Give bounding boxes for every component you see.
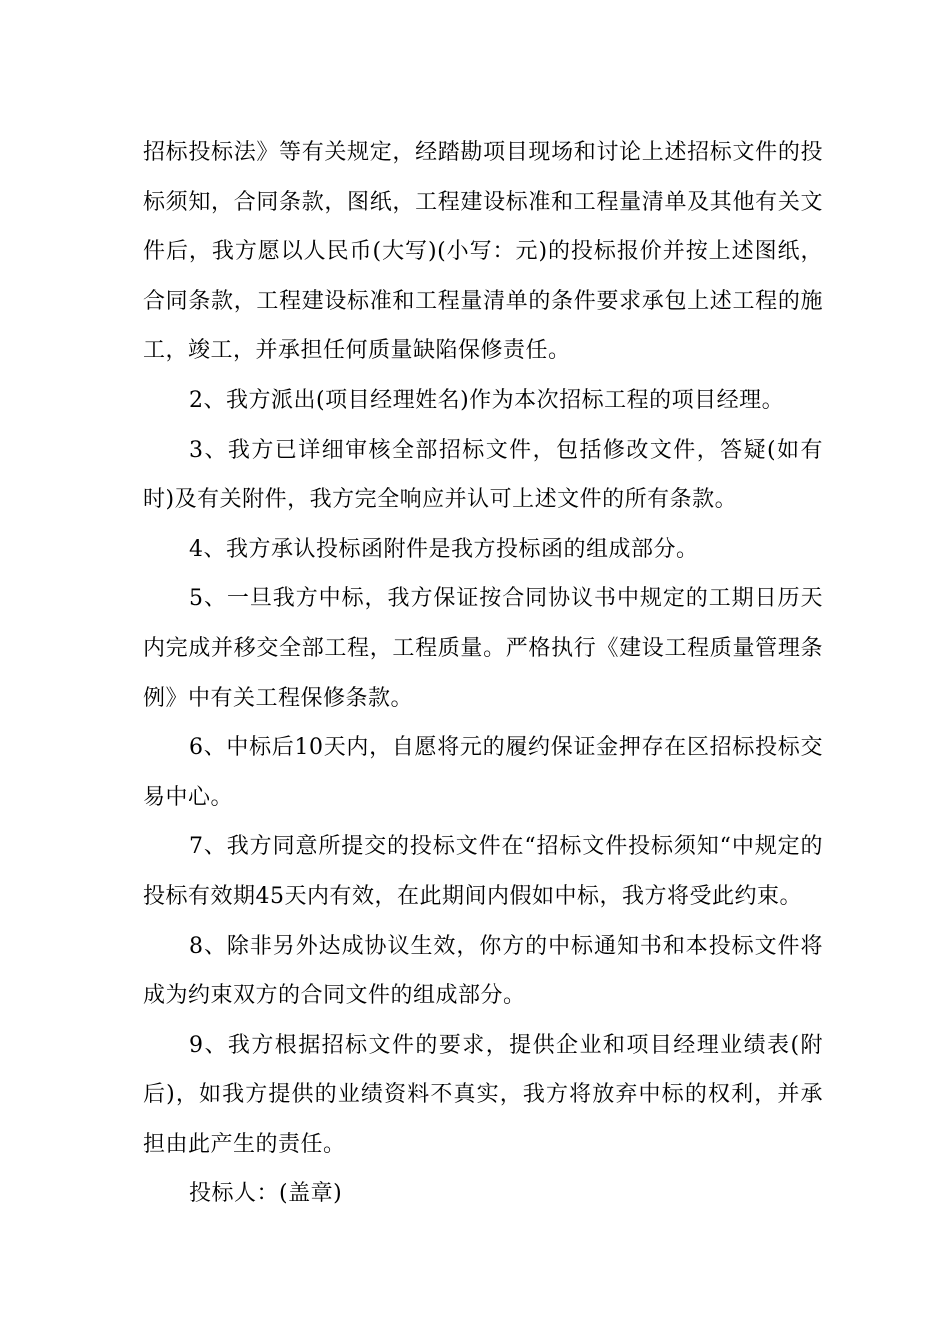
bidder-signature-line: 投标人：(盖章) <box>189 1181 343 1207</box>
paragraph-item-8: 8、除非另外达成协议生效，你方的中标通知书和本投标文件将成为约束双方的合同文件的组成部分。 <box>143 933 823 1009</box>
paragraph-item-4: 4、我方承认投标函附件是我方投标函的组成部分。 <box>189 536 699 562</box>
paragraph-item-9: 9、我方根据招标文件的要求，提供企业和项目经理业绩表(附后)，如我方提供的业绩资料不真实，我方将放弃中标的权利，并承担由此产生的责任。 <box>143 1032 823 1157</box>
document-body <box>143 128 823 1219</box>
paragraph-item-5: 5、一旦我方中标，我方保证按合同协议书中规定的工期日历天内完成并移交全部工程，工程质量。严格执行《建设工程质量管理条例》中有关工程保修条款。 <box>143 586 823 711</box>
paragraph-continuation: 招标投标法》等有关规定，经踏勘项目现场和讨论上述招标文件的投标须知，合同条款，图纸，工程建设标准和工程量清单及其他有关文件后，我方愿以人民币(大写)(小写：元)的投标报价并按上述图纸，合同条款，工程建设标准和工程量清单的条件要求承包上述工程的施工，竣工，并承担任何质量缺陷保修责任。 <box>143 140 823 364</box>
paragraph-item-2: 2、我方派出(项目经理姓名)作为本次招标工程的项目经理。 <box>189 387 785 413</box>
paragraph-item-6: 6、中标后10天内，自愿将元的履约保证金押存在区招标投标交易中心。 <box>143 735 823 810</box>
paragraph-item-7: 7、我方同意所提交的投标文件在“招标文件投标须知“中规定的投标有效期45天内有效，在此期间内假如中标，我方将受此约束。 <box>143 834 823 909</box>
paragraph-item-3: 3、我方已详细审核全部招标文件，包括修改文件，答疑(如有时)及有关附件，我方完全响应并认可上述文件的所有条款。 <box>143 437 823 513</box>
